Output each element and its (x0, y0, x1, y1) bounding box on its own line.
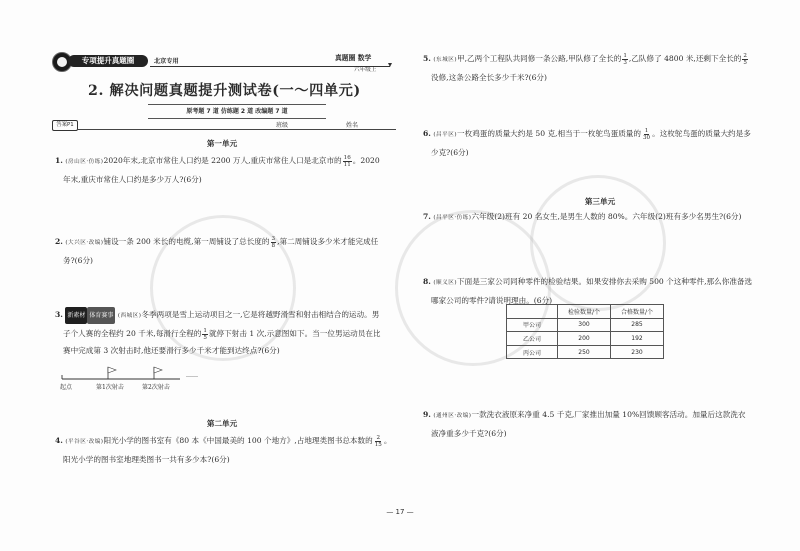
corner-marker-icon (388, 63, 392, 67)
student-info-rule (78, 129, 396, 130)
table-cell: 192 (611, 332, 664, 346)
table-cell: 285 (611, 318, 664, 332)
name-label: 姓名 (346, 122, 359, 129)
question-2-line-2: 务?(6分) (63, 256, 94, 265)
question-4-line-2: 阳光小学的图书室地理类图书一共有多少本?(6分) (63, 455, 230, 464)
question-8-line-1: 8. (顺义区)下面是三家公司同种零件的检验结果。如果安排你去采购 500 个这种零件,那么你准备选 (423, 277, 753, 286)
diagram-start-label: 起点 (60, 384, 73, 391)
question-3-line-2: 子个人赛的全程约 20 千米,每滑行全程的 $\frac{1}{5}$ 就停下射击 1 次,示意图如下。当一位男运动员在比 (63, 327, 381, 341)
question-6-line-1: 6. (昌平区)一枚鸡蛋的质量大约是 50 克,相当于一枚鸵鸟蛋质量的 $\frac{1}{30}$ 。这枚鸵鸟蛋的质量大约是多 (423, 127, 751, 141)
question-7-source: (昌平区·仿练) (433, 215, 472, 221)
question-1 (55, 152, 405, 188)
question-9-line-1: 9. (通州区·改编)一款洗衣液原来净重 4.5 千克,厂家推出加量 10%回馈顾客活动。加量后这款洗衣 (423, 410, 746, 419)
table-row (507, 332, 664, 346)
inspection-table (506, 304, 664, 359)
edition-badge: 北京专用 (154, 58, 179, 65)
question-6-line-2: 少克?(6分) (431, 148, 469, 157)
question-2-line-1: 2. (大兴区·改编)铺设一条 200 米长的电缆,第一周铺设了总长度的 $\frac{3}{8}$ ,第二周铺设多少米才能完成任 (55, 235, 379, 249)
table-row (507, 318, 664, 332)
ski-route-diagram (60, 362, 230, 398)
question-9 (423, 406, 778, 442)
table-header-row (507, 305, 664, 319)
question-8-line-2: 哪家公司的零件?请说明理由。(6分) (431, 296, 553, 305)
diagram-shot2-label: 第2次射击 (142, 384, 170, 391)
question-1-line-1: 1. (房山区·仿练)2020年末,北京市常住人口约是 2200 万人,重庆市常住人口是北京市的 $\frac{16}{11}$ 。2020 (55, 154, 380, 168)
question-2-source: (大兴区·改编) (65, 240, 104, 246)
question-5 (423, 50, 778, 86)
question-3-source: (西城区) (117, 313, 142, 319)
question-1-source: (房山区·仿练) (65, 159, 104, 165)
question-5-fraction-2: $\frac{2}{5}$ (743, 52, 747, 66)
table-cell: 300 (558, 318, 611, 332)
diagram-continuation-dots: …… (186, 372, 198, 379)
page-number: — 17 — (386, 508, 414, 516)
unit-title-1: 第一单元 (206, 139, 238, 148)
grade-label: 六年级上 (354, 67, 377, 73)
table-cell: 丙公司 (507, 345, 558, 359)
question-2 (55, 233, 405, 269)
table-cell: 230 (611, 345, 664, 359)
question-4 (55, 432, 405, 468)
sports-event-badge: 体育赛事 (87, 307, 115, 324)
page-title: 2. 解决问题真题提升测试卷(一～四单元) (88, 83, 361, 99)
table-row (507, 345, 664, 359)
subject-label: 真题圈 数学 (335, 54, 372, 62)
question-6-source: (昌平区) (433, 132, 458, 138)
question-6 (423, 125, 778, 161)
new-material-badge: 新素材 (65, 307, 87, 324)
diagram-shot1-label: 第1次射击 (96, 384, 124, 391)
question-3-line-1: 3. 新素材 体育赛事 (西城区)冬季两项是雪上运动项目之一,它是将越野滑雪和射击相结合的运动。男 (55, 306, 410, 325)
unit-title-3: 第三单元 (584, 197, 616, 206)
question-5-source: (东城区) (433, 57, 458, 63)
table-cell: 250 (558, 345, 611, 359)
table-cell: 乙公司 (507, 332, 558, 346)
table-header-cell (507, 305, 558, 319)
question-8-source: (顺义区) (433, 280, 458, 286)
question-2-fraction: $\frac{3}{8}$ (271, 235, 276, 249)
table-header-cell: 检验数量/个 (558, 305, 611, 319)
question-4-fraction: $\frac{2}{15}$ (374, 434, 382, 448)
question-3-fraction: $\frac{1}{5}$ (203, 327, 207, 341)
question-3-line-3: 赛中完成第 3 次射击时,他还要滑行多少千米才能到达终点?(6分) (63, 346, 280, 355)
series-name: 专项提升真题圈 (81, 56, 135, 65)
question-5-fraction-1: $\frac{1}{3}$ (623, 52, 627, 66)
question-4-line-1: 4. (平谷区·改编)阳光小学的图书室有《80 本《中国最美的 100 个地方》,占地理类图书总本数的 $\frac{2}{15}$ 。 (55, 434, 392, 448)
question-1-fraction: $\frac{16}{11}$ (343, 154, 351, 168)
question-7-line-1: 7. (昌平区·仿练)六年级(2)班有 20 名女生,是男生人数的 80%。六年级(2)班有多少名男生?(6分) (423, 212, 742, 221)
question-3 (55, 306, 410, 359)
flag-icon-1 (108, 367, 109, 368)
question-6-fraction: $\frac{1}{30}$ (642, 127, 651, 141)
question-5-line-2: 没修,这条公路全长多少千米?(6分) (431, 73, 547, 82)
question-counts-bar: 原考题 7 道 仿练题 2 道 改编题 7 道 (148, 104, 326, 119)
series-banner (68, 55, 148, 67)
question-7 (423, 208, 778, 227)
question-9-line-2: 液净重多少千克?(6分) (431, 429, 507, 438)
flag-icon-2 (154, 367, 155, 368)
question-1-line-2: 年末,重庆市常住人口约是多少万人?(6分) (63, 175, 202, 184)
question-9-source: (通州区·改编) (433, 413, 472, 419)
table-cell: 200 (558, 332, 611, 346)
class-label: 班级 (276, 122, 289, 129)
answer-tag: 答案P1 (52, 120, 78, 131)
question-4-source: (平谷区·改编) (65, 439, 104, 445)
ski-route-line (60, 362, 230, 398)
mascot-face-icon (57, 57, 67, 67)
table-header-cell: 合格数量/个 (611, 305, 664, 319)
unit-title-2: 第二单元 (206, 419, 238, 428)
table-cell: 甲公司 (507, 318, 558, 332)
question-5-line-1: 5. (东城区)甲,乙两个工程队共同修一条公路,甲队修了全长的 $\frac{1}{3}$ ,乙队修了 4800 米,还剩下全长的 $\frac{2}{5}$ (423, 52, 747, 66)
